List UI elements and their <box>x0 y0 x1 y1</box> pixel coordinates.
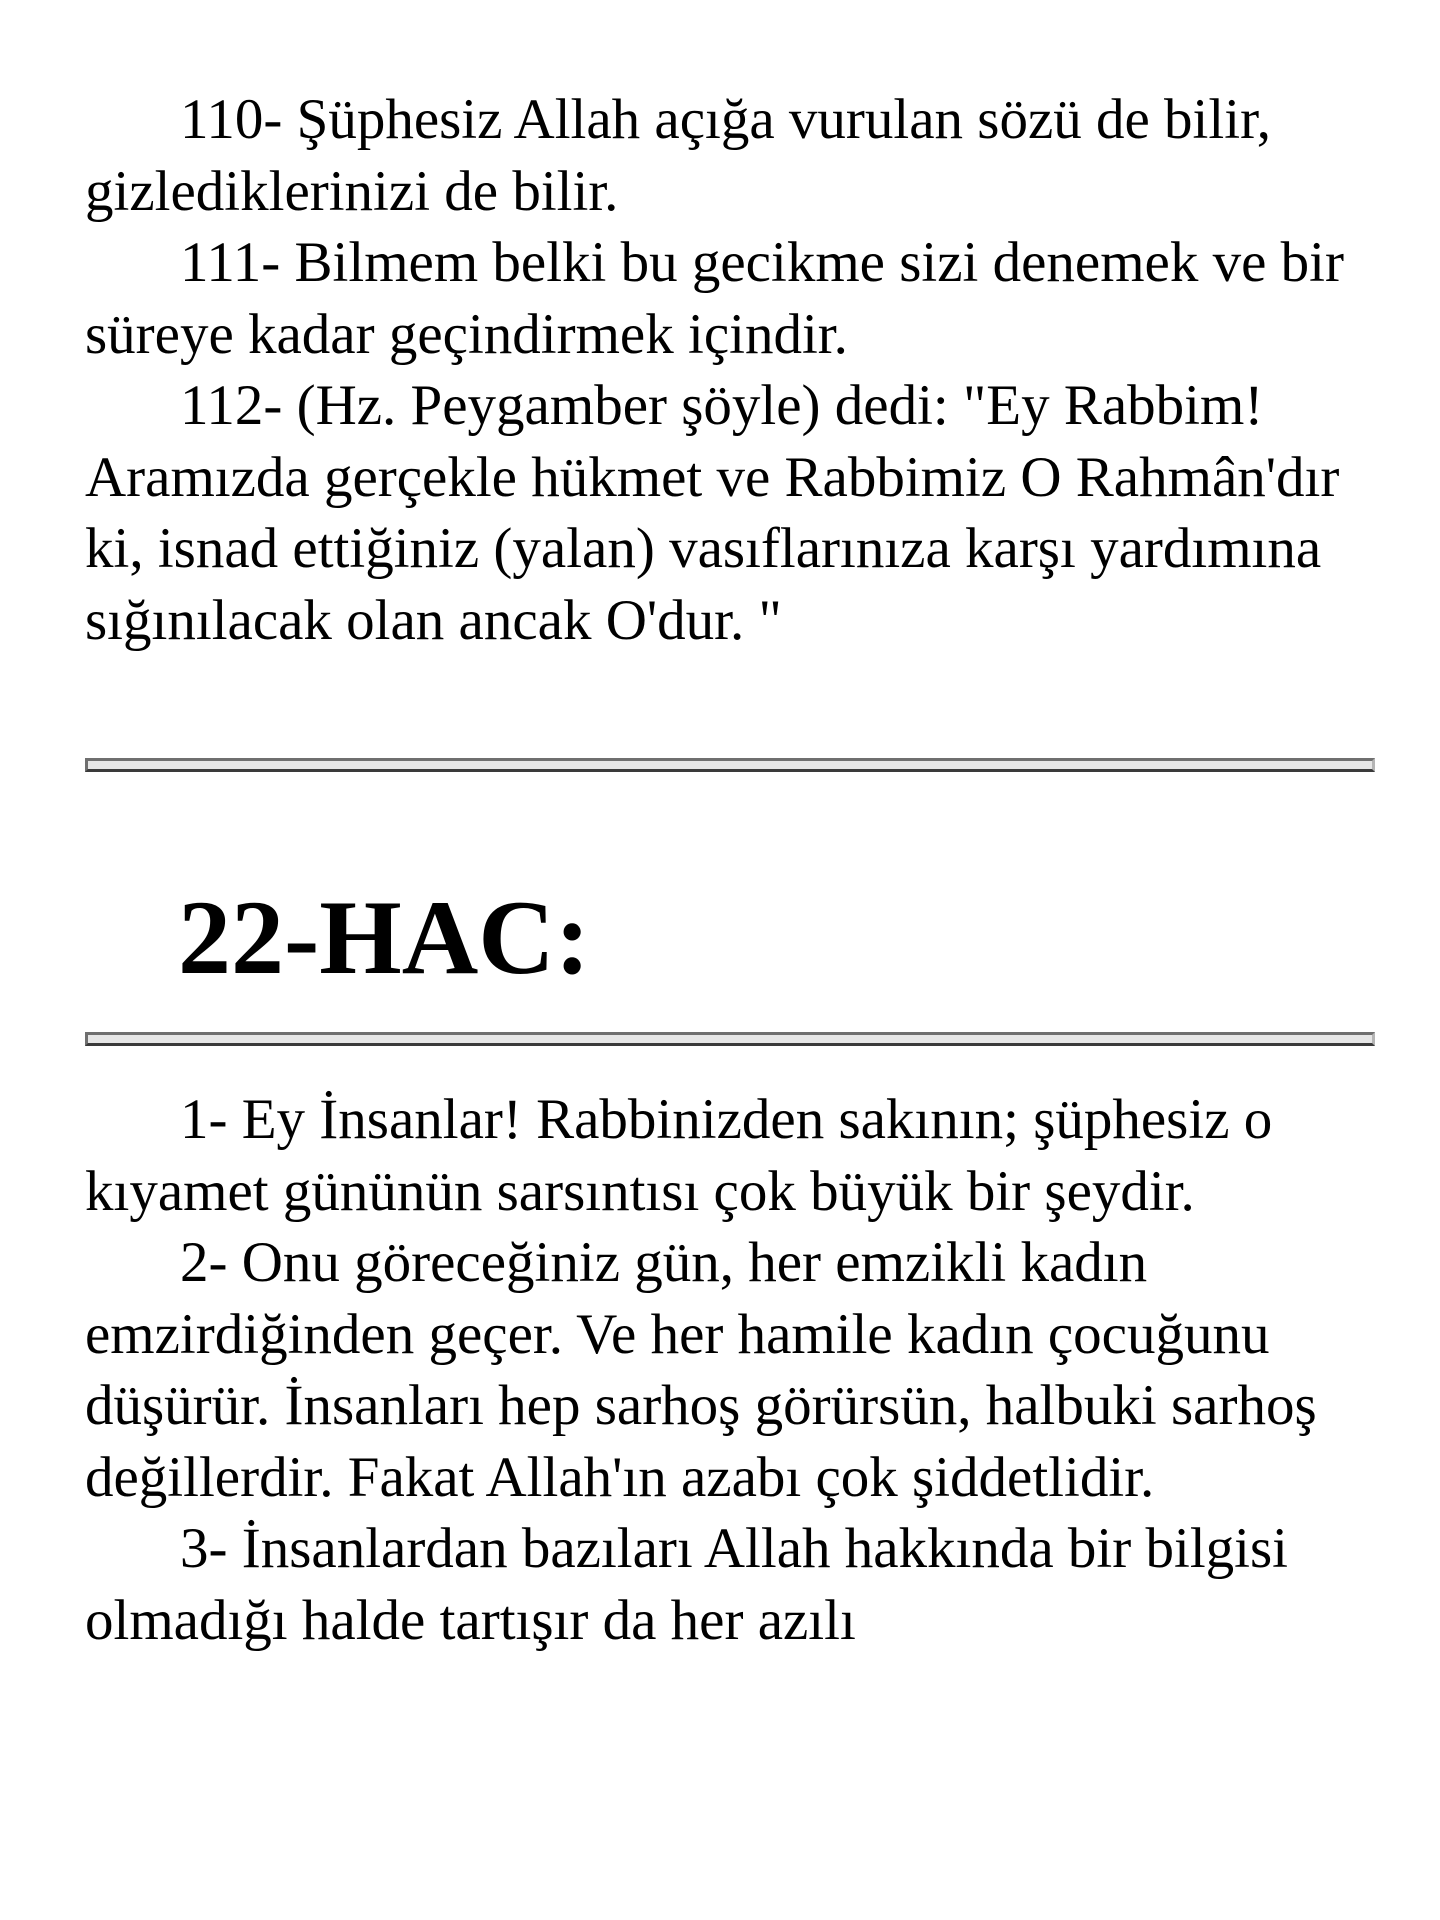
horizontal-rule-bottom <box>85 1032 1375 1046</box>
surah-heading: 22-HAC: <box>178 879 591 996</box>
verse-3: 3- İnsanlardan bazıları Allah hakkında bir bilgisi olmadığı halde tartışır da her azılı <box>85 1517 1289 1652</box>
document-page <box>85 0 1375 1920</box>
verse-110: 110- Şüphesiz Allah açığa vurulan sözü de bilir, gizlediklerinizi de bilir. <box>85 88 1272 223</box>
surah-hac-verses <box>85 1084 1375 1656</box>
verse-111: 111- Bilmem belki bu gecikme sizi denemek ve bir süreye kadar geçindirmek içindir. <box>85 231 1344 366</box>
previous-surah-verses <box>85 84 1375 656</box>
horizontal-rule-top <box>85 758 1375 772</box>
verse-1: 1- Ey İnsanlar! Rabbinizden sakının; şüphesiz o kıyamet gününün sarsıntısı çok büyük bir şeydir. <box>85 1088 1273 1223</box>
verse-112: 112- (Hz. Peygamber şöyle) dedi: "Ey Rabbim! Aramızda gerçekle hükmet ve Rabbimiz O Rahmân'dır ki, isnad ettiğiniz (yalan) vasıflarınıza karşı yardımına sığınılacak olan ancak O'dur. " <box>85 374 1340 652</box>
verse-2: 2- Onu göreceğiniz gün, her emzikli kadın emzirdiğinden geçer. Ve her hamile kadın çocuğunu düşürür. İnsanları hep sarhoş görürsün, halbuki sarhoş değillerdir. Fakat Allah'ın azabı çok şiddetlidir. <box>85 1231 1317 1509</box>
